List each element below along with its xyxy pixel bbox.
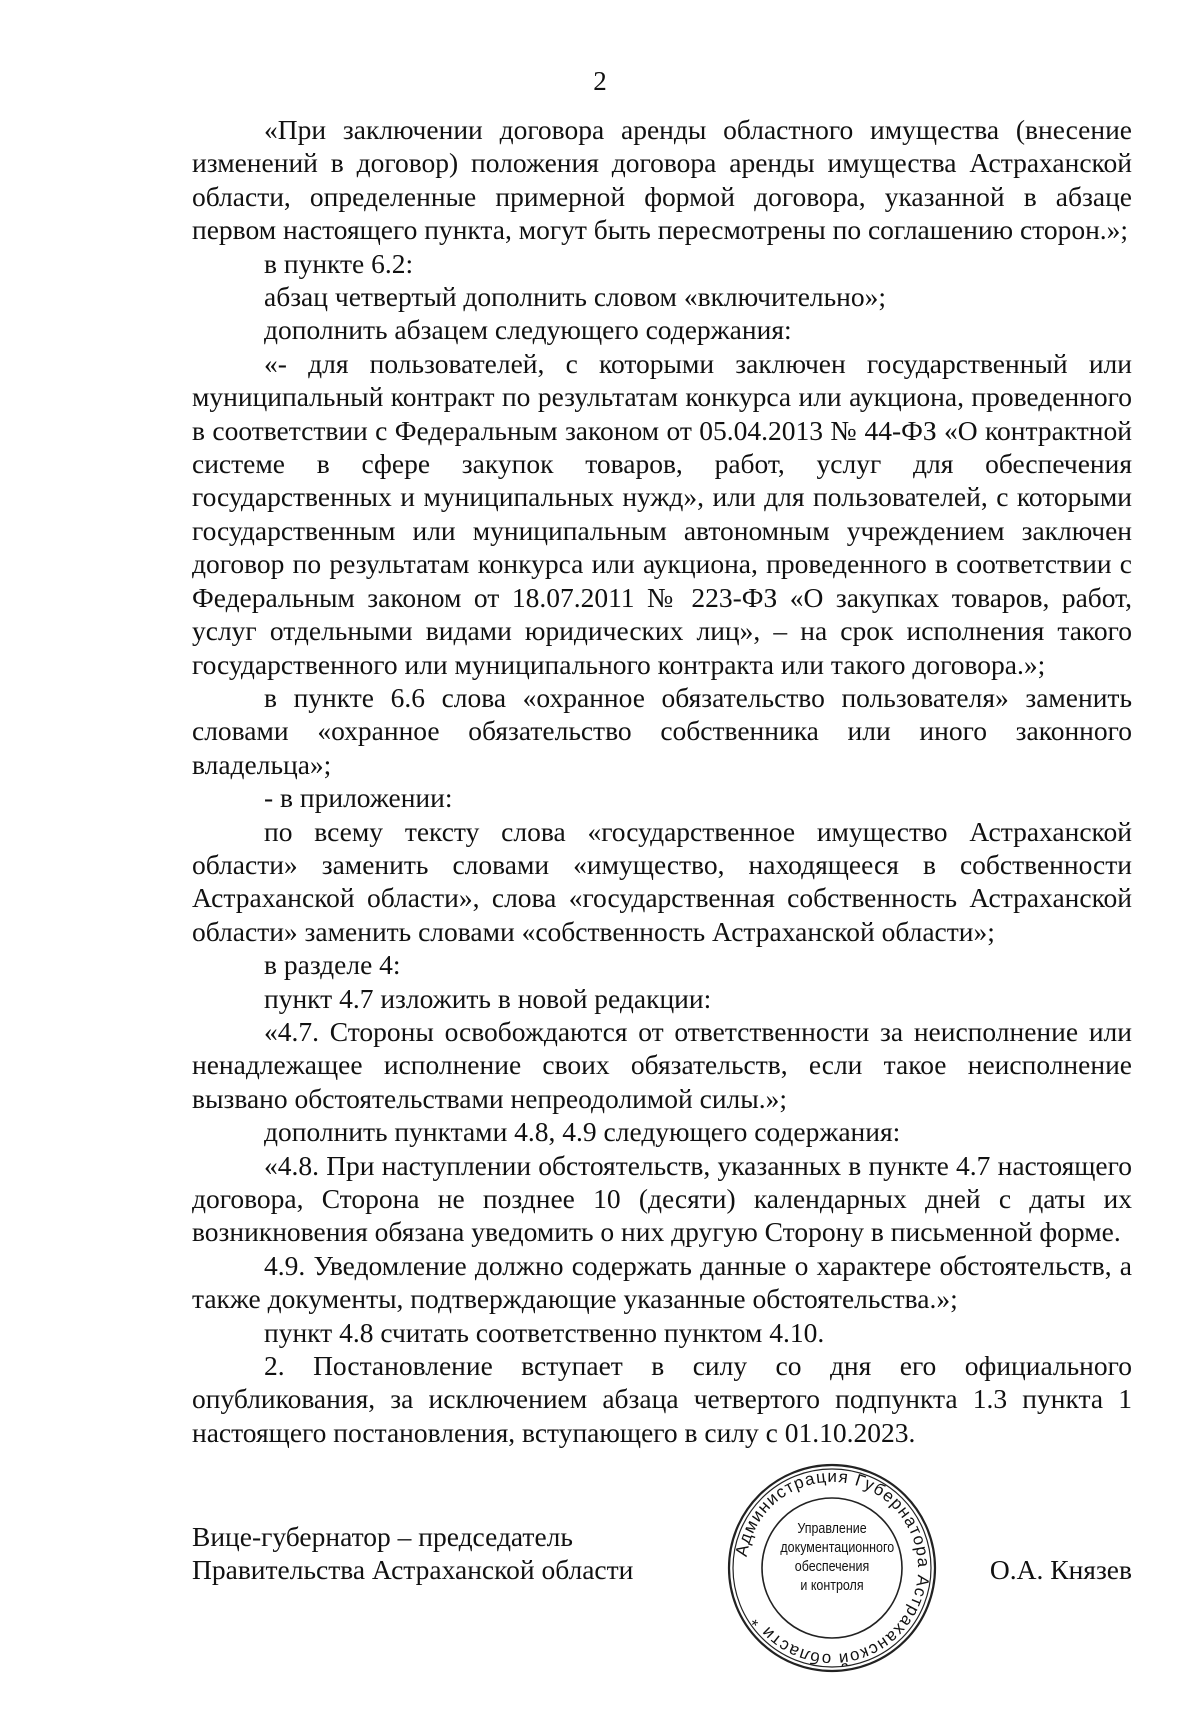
paragraph-add-clauses-4-8-4-9: дополнить пунктами 4.8, 4.9 следующего содержания: (264, 1116, 901, 1148)
paragraph-entry-into-force: 2. Постановление вступает в силу со дня его официального опубликования, за исключением абзаца четвертого подпункта 1.3 пункта 1 настоящего постановления, вступающего в силу с 01.10.2023. (192, 1350, 1132, 1448)
signatory-name: О.А. Князев (989, 1554, 1132, 1585)
paragraph-in-clause-6-6: в пункте 6.6 слова «охранное обязательство пользователя» заменить словами «охранное обязательство собственника или иного законного владельца»; (192, 681, 1132, 780)
paragraph-clause-4-7-text: «4.7. Стороны освобождаются от ответственности за неисполнение или ненадлежащее исполнение своих обязательств, если такое неисполнение вызвано обстоятельствами непреодолимой силы.»; (192, 1015, 1132, 1114)
paragraph-add-abzac: дополнить абзацем следующего содержания: (264, 314, 792, 346)
paragraph-clause-4-8-renumber: пункт 4.8 считать соответственно пунктом 4.10. (264, 1316, 825, 1348)
signatory-position-line-2: Правительства Астраханской области (192, 1554, 634, 1586)
page-number: 2 (593, 66, 607, 96)
signatory-position (192, 1520, 672, 1587)
document-body (192, 113, 1132, 1449)
seal-center-line-1: Управление (797, 1521, 867, 1537)
seal-ring-text: Администрация Губернатора Астраханской области * (731, 1466, 934, 1670)
paragraph-whole-text-replace: по всему тексту слова «государственное имущество Астраханской области» заменить словами «имущество, находящееся в собственности Астраханской области», слова «государственная собственность Астраханской области» заменить словами «собственность Астраханской области»; (192, 815, 1132, 947)
signatory-position-line-1: Вице-губернатор – председатель (192, 1521, 573, 1552)
paragraph-clause-4-9-text: 4.9. Уведомление должно содержать данные о характере обстоятельств, а также документы, подтверждающие указанные обстоятельства.»; (192, 1249, 1132, 1315)
paragraph-in-section-4: в разделе 4: (264, 949, 401, 981)
seal-center-text (780, 1520, 895, 1596)
seal-center-line-3: обеспечения (794, 1559, 870, 1575)
paragraph-in-clause-6-2: в пункте 6.2: (264, 247, 414, 279)
official-seal-stamp (722, 1458, 942, 1678)
seal-center-line-4: и контроля (800, 1578, 864, 1594)
paragraph-clause-4-7-new-edition: пункт 4.7 изложить в новой редакции: (264, 982, 712, 1014)
paragraph-clause-4-8-text: «4.8. При наступлении обстоятельств, указанных в пункте 4.7 настоящего договора, Сторона не позднее 10 (десяти) календарных дней с даты их возникновения обязана уведомить о них другую Сторону в письменной форме. (192, 1149, 1132, 1248)
paragraph-lease-contract-terms: «При заключении договора аренды областного имущества (внесение изменений в договор) положения договора аренды имущества Астраханской области, определенные примерной формой договора, указанной в абзаце первом настоящего пункта, могут быть пересмотрены по соглашению сторон.»; (192, 114, 1132, 246)
paragraph-for-users-contracts: «- для пользователей, с которыми заключен государственный или муниципальный контракт по результатам конкурса или аукциона, проведенного в соответствии с Федеральным законом от 05.04.2013 № 44-ФЗ «О контрактной системе в сфере закупок товаров, работ, услуг для обеспечения государственных и муниципальных нужд», или для пользователей, с которыми государственным или муниципальным автономным учреждением заключен договор по результатам конкурса или аукциона, проведенного в соответствии с Федеральным законом от 18.07.2011 № 223-ФЗ «О закупках товаров, работ, услуг отдельными видами юридических лиц», – на срок исполнения такого государственного или муниципального контракта или такого договора.»; (192, 347, 1132, 680)
paragraph-in-appendix: - в приложении: (264, 782, 453, 814)
seal-center-line-2: документационного (780, 1540, 895, 1556)
paragraph-fourth-abzac: абзац четвертый дополнить словом «включительно»; (264, 281, 887, 313)
